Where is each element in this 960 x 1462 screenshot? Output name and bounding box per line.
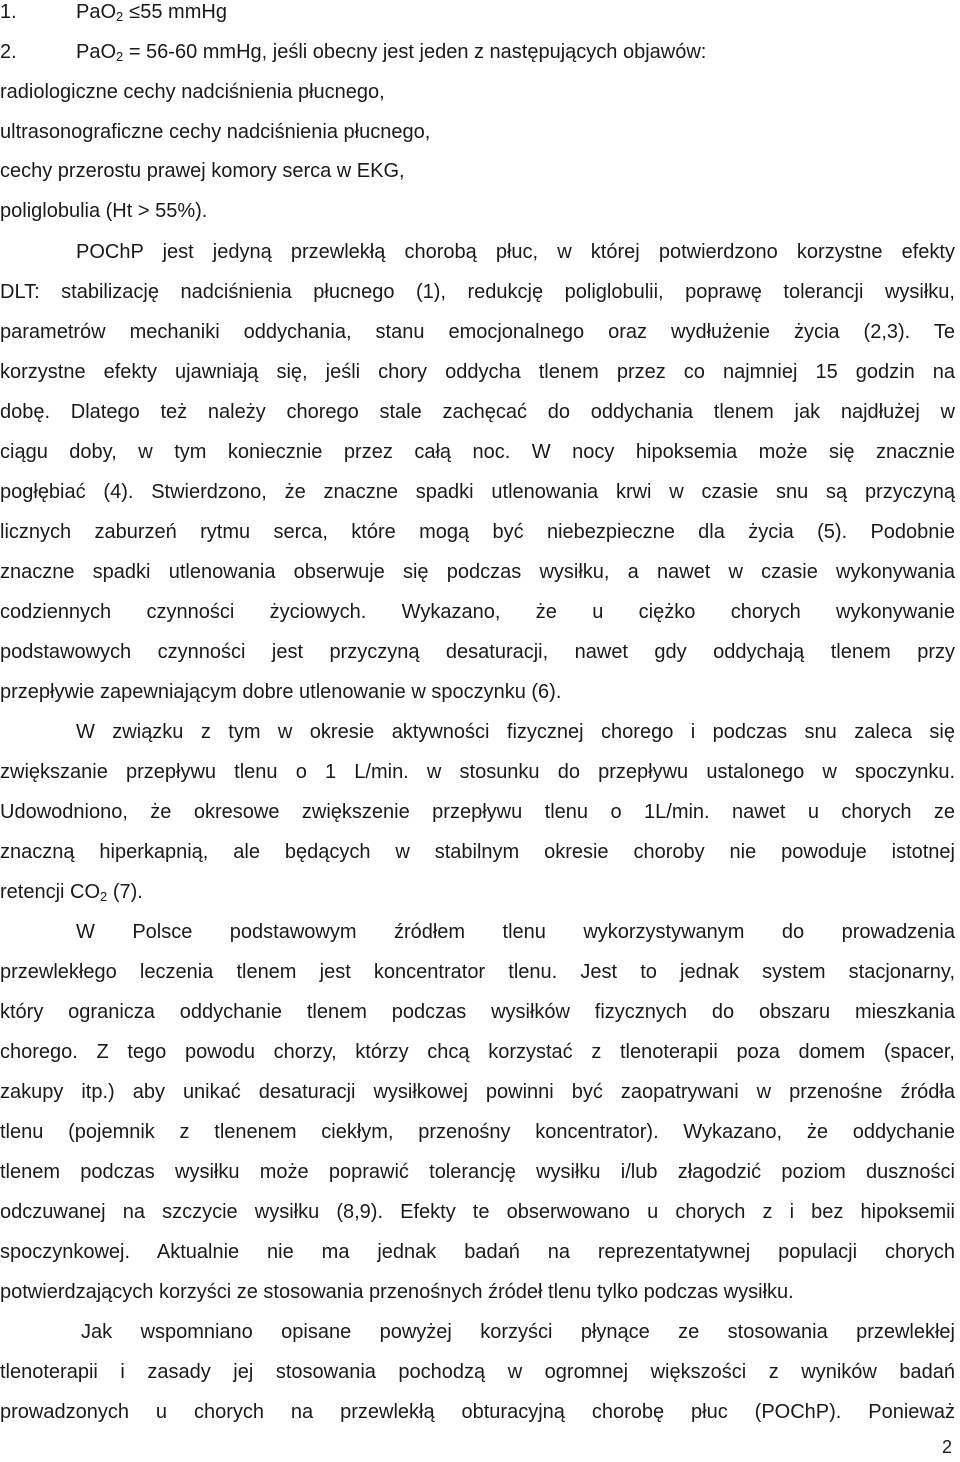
paragraph-line: korzystne efekty ujawniają się, jeśli chory oddycha tlenem przez co najmniej 15 godzin na bbox=[0, 361, 955, 383]
paragraph-line: pogłębiać (4). Stwierdzono, że znaczne spadki utlenowania krwi w czasie snu są przyczyną bbox=[0, 481, 955, 503]
citation-text: (7). bbox=[107, 881, 143, 903]
paragraph-line: przepływie zapewniającym dobre utlenowanie w spoczynku (6). bbox=[0, 681, 562, 703]
paragraph-line: licznych zaburzeń rytmu serca, które mogą być niebezpieczne dla życia (5). Podobnie bbox=[0, 521, 955, 543]
subscript-2: 2 bbox=[100, 889, 108, 904]
subscript-2: 2 bbox=[116, 49, 124, 64]
paragraph-line: chorego. Z tego powodu chorzy, którzy chcą korzystać z tlenoterapii poza domem (spacer, bbox=[0, 1041, 955, 1063]
paragraph-line: tlenem podczas wysiłku może poprawić tolerancję wysiłku i/lub złagodzić poziom duszności bbox=[0, 1161, 955, 1183]
list-item-2 bbox=[0, 40, 955, 64]
list-item-text: = 56-60 mmHg, jeśli obecny jest jeden z następujących objawów: bbox=[123, 41, 707, 63]
page-number: 2 bbox=[941, 1437, 952, 1457]
list-item-number: 1. bbox=[0, 1, 17, 23]
paragraph-line: ciągu doby, w tym koniecznie przez całą noc. W nocy hipoksemia może się znacznie bbox=[0, 441, 955, 463]
paragraph-line: Udowodniono, że okresowe zwiększenie przepływu tlenu o 1L/min. nawet u chorych ze bbox=[0, 801, 955, 823]
list-item-number: 2. bbox=[0, 41, 17, 63]
list-item-1 bbox=[0, 0, 955, 24]
paragraph-line: spoczynkowej. Aktualnie nie ma jednak badań na reprezentatywnej populacji chorych bbox=[0, 1241, 955, 1263]
paragraph-line: odczuwanej na szczycie wysiłku (8,9). Efekty te obserwowano u chorych z i bez hipoksemii bbox=[0, 1201, 955, 1223]
paragraph-line: tlenu (pojemnik z tlenenem ciekłym, przenośny koncentrator). Wykazano, że oddychanie bbox=[0, 1121, 955, 1143]
subscript-2: 2 bbox=[116, 9, 124, 24]
co2-text: retencji CO bbox=[0, 881, 101, 903]
paragraph-line: DLT: stabilizację nadciśnienia płucnego (1), redukcję poliglobulii, poprawę tolerancji wysiłku, bbox=[0, 281, 955, 303]
list-item-text: 55 mmHg bbox=[140, 1, 227, 23]
paragraph-line: tlenoterapii i zasady jej stosowania pochodzą w ogromnej większości z wyników badań bbox=[0, 1361, 955, 1383]
paragraph-line: dobę. Dlatego też należy chorego stale zachęcać do oddychania tlenem jak najdłużej w bbox=[0, 401, 955, 423]
paragraph-line: parametrów mechaniki oddychania, stanu emocjonalnego oraz wydłużenie życia (2,3). Te bbox=[0, 321, 955, 343]
criteria-line: ultrasonograficzne cechy nadciśnienia płucnego, bbox=[0, 121, 431, 143]
paragraph-line: W związku z tym w okresie aktywności fizycznej chorego i podczas snu zaleca się bbox=[76, 721, 955, 743]
paragraph-line: potwierdzających korzyści ze stosowania przenośnych źródeł tlenu tylko podczas wysiłku. bbox=[0, 1281, 794, 1303]
leq-symbol: ≤ bbox=[129, 1, 141, 23]
paragraph-line: Jak wspomniano opisane powyżej korzyści płynące ze stosowania przewlekłej bbox=[81, 1321, 955, 1343]
pao2-label: PaO bbox=[76, 41, 117, 63]
criteria-line: cechy przerostu prawej komory serca w EKG, bbox=[0, 160, 405, 182]
paragraph-line: W Polsce podstawowym źródłem tlenu wykorzystywanym do prowadzenia bbox=[76, 921, 955, 943]
paragraph-line: zakupy itp.) aby unikać desaturacji wysiłkowej powinni być zaopatrywani w przenośne źródła bbox=[0, 1081, 955, 1103]
paragraph-line bbox=[0, 880, 955, 904]
criteria-line: radiologiczne cechy nadciśnienia płucnego, bbox=[0, 81, 385, 103]
paragraph-line: codziennych czynności życiowych. Wykazano, że u ciężko chorych wykonywanie bbox=[0, 601, 955, 623]
pao2-label: PaO bbox=[76, 1, 117, 23]
paragraph-line: znaczną hiperkapnią, ale będących w stabilnym okresie choroby nie powoduje istotnej bbox=[0, 841, 955, 863]
paragraph-line: prowadzonych u chorych na przewlekłą obturacyjną chorobę płuc (POChP). Ponieważ bbox=[0, 1401, 955, 1423]
criteria-line: poliglobulia (Ht > 55%). bbox=[0, 200, 208, 222]
paragraph-line: który ogranicza oddychanie tlenem podczas wysiłków fizycznych do obszaru mieszkania bbox=[0, 1001, 955, 1023]
paragraph-line: znaczne spadki utlenowania obserwuje się podczas wysiłku, a nawet w czasie wykonywania bbox=[0, 561, 955, 583]
paragraph-line: zwiększanie przepływu tlenu o 1 L/min. w stosunku do przepływu ustalonego w spoczynku. bbox=[0, 761, 955, 783]
paragraph-line: POChP jest jedyną przewlekłą chorobą płuc, w której potwierdzono korzystne efekty bbox=[76, 241, 955, 263]
paragraph-line: przewlekłego leczenia tlenem jest koncentrator tlenu. Jest to jednak system stacjonarny, bbox=[0, 961, 955, 983]
paragraph-line: podstawowych czynności jest przyczyną desaturacji, nawet gdy oddychają tlenem przy bbox=[0, 641, 955, 663]
